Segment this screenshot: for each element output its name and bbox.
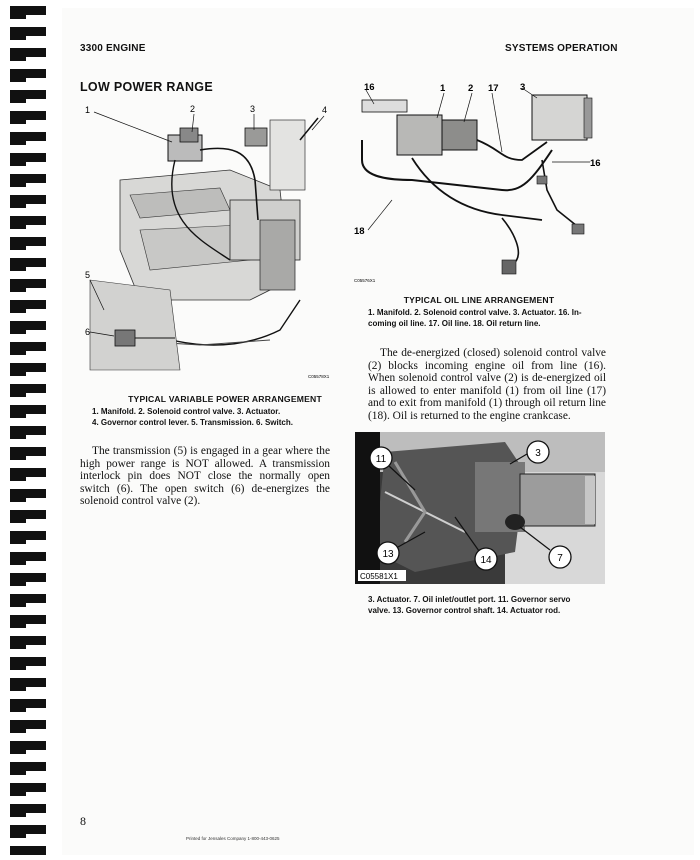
figure-oil-line-arrangement <box>352 80 602 290</box>
paragraph-right: The de-energized (closed) solenoid control valve (2) blocks incoming engine oil from line (16). When solenoid control valve (2) is de-energized oil is allowed to enter manifold (1) from oil line (17) and to exit from manifold (1) through oil return line (18). Oil is returned to the engine crankcase. <box>368 347 606 422</box>
binding-ring <box>10 846 46 855</box>
figure-left-caption-1: 1. Manifold. 2. Solenoid control valve. 3. Actuator. <box>92 407 281 416</box>
figure-left-title: TYPICAL VARIABLE POWER ARRANGEMENT <box>128 394 322 404</box>
binding-ring <box>10 783 46 796</box>
photo-image <box>355 432 605 584</box>
page-number: 8 <box>80 814 86 828</box>
binding-ring <box>10 90 46 103</box>
callout-4: 4 <box>322 105 328 115</box>
section-title: LOW POWER RANGE <box>80 80 213 94</box>
actuator-photo <box>355 432 605 584</box>
callout-3: 3 <box>520 82 526 93</box>
binding-ring <box>10 657 46 670</box>
binding-ring <box>10 699 46 712</box>
callout-16-right: 16 <box>590 158 601 169</box>
callout-5: 5 <box>85 270 91 280</box>
oil-line-diagram <box>352 80 602 290</box>
callout-11: 11 <box>375 454 387 465</box>
figure-right-title: TYPICAL OIL LINE ARRANGEMENT <box>403 295 555 305</box>
binding-ring <box>10 531 46 544</box>
callout-7: 7 <box>557 553 563 564</box>
callout-2: 2 <box>190 104 196 114</box>
header-left: 3300 ENGINE <box>80 43 146 54</box>
engine-diagram <box>80 100 350 390</box>
binding-ring <box>10 594 46 607</box>
binding-ring <box>10 300 46 313</box>
binding-ring <box>10 825 46 838</box>
binding-ring <box>10 510 46 523</box>
callout-2: 2 <box>468 83 474 94</box>
binding-ring <box>10 153 46 166</box>
binding-ring <box>10 468 46 481</box>
photo-code: C05581X1 <box>360 572 398 581</box>
binding-ring <box>10 174 46 187</box>
figure-variable-power-arrangement <box>80 100 350 390</box>
binding-ring <box>10 447 46 460</box>
figure-left-caption-2: 4. Governor control lever. 5. Transmission. 6. Switch. <box>92 418 293 427</box>
binding-ring <box>10 552 46 565</box>
callout-1: 1 <box>85 105 91 115</box>
callout-17: 17 <box>488 83 499 94</box>
header-right: SYSTEMS OPERATION <box>505 43 618 54</box>
callout-16-top: 16 <box>364 82 375 93</box>
spiral-binding <box>0 0 62 855</box>
figure-right-caption-1: 1. Manifold. 2. Solenoid control valve. 3. Actuator. 16. In- <box>368 308 582 317</box>
figure-code: C05578X1 <box>308 374 330 379</box>
binding-ring <box>10 342 46 355</box>
binding-ring <box>10 636 46 649</box>
binding-ring <box>10 741 46 754</box>
binding-ring <box>10 804 46 817</box>
binding-ring <box>10 363 46 376</box>
printed-by: Printed for Jensales Company 1-800-443-0625 <box>186 836 280 841</box>
figure-right-caption-2: coming oil line. 17. Oil line. 18. Oil return line. <box>368 319 541 328</box>
binding-ring <box>10 678 46 691</box>
callout-14: 14 <box>480 555 492 566</box>
binding-ring <box>10 6 46 19</box>
binding-ring <box>10 279 46 292</box>
callout-3: 3 <box>250 104 256 114</box>
binding-ring <box>10 426 46 439</box>
callout-3: 3 <box>535 448 541 459</box>
binding-ring <box>10 216 46 229</box>
binding-ring <box>10 195 46 208</box>
callout-1: 1 <box>440 83 446 94</box>
binding-ring <box>10 720 46 733</box>
photo-caption-2: valve. 13. Governor control shaft. 14. Actuator rod. <box>368 606 561 615</box>
binding-rings <box>0 0 62 855</box>
binding-ring <box>10 405 46 418</box>
photo-caption-1: 3. Actuator. 7. Oil inlet/outlet port. 11. Governor servo <box>368 595 571 604</box>
binding-ring <box>10 27 46 40</box>
callout-6: 6 <box>85 327 91 337</box>
binding-ring <box>10 573 46 586</box>
binding-ring <box>10 69 46 82</box>
binding-ring <box>10 48 46 61</box>
callout-13: 13 <box>382 549 394 560</box>
binding-ring <box>10 489 46 502</box>
binding-ring <box>10 111 46 124</box>
binding-ring <box>10 321 46 334</box>
paragraph-left: The transmission (5) is engaged in a gear where the high power range is NOT allowed. A transmission interlock pin does NOT close the normally open switch (6). The open switch (6) de-energizes the solenoid control valve (2). <box>80 445 330 508</box>
binding-ring <box>10 237 46 250</box>
callout-18: 18 <box>354 226 365 237</box>
binding-ring <box>10 258 46 271</box>
binding-ring <box>10 762 46 775</box>
binding-ring <box>10 615 46 628</box>
figure-code: C05576X1 <box>354 278 376 283</box>
binding-ring <box>10 132 46 145</box>
binding-ring <box>10 384 46 397</box>
